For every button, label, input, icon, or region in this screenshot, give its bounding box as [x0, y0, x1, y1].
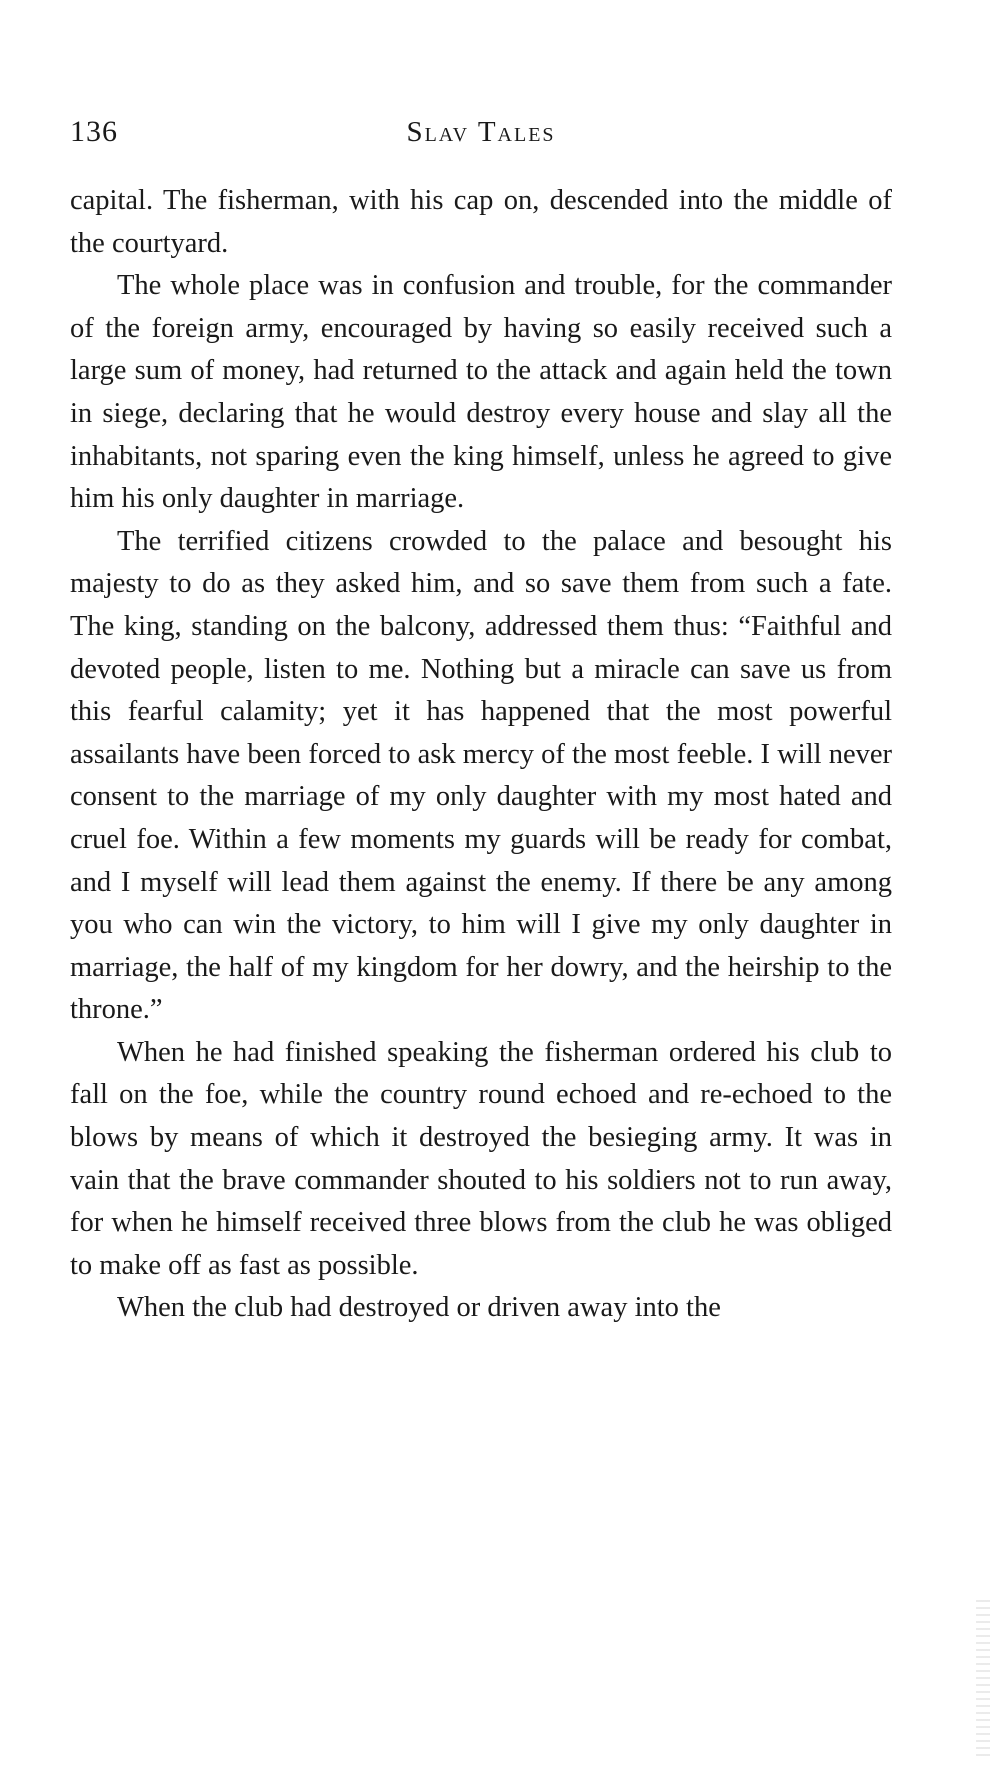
- page-number: 136: [70, 115, 118, 148]
- paragraph: When he had finished speaking the fisherman ordered his club to fall on the foe, while the country round echoed and re-echoed to the blows by means of which it destroyed the besieging army. It was in vain that the brave commander shouted to his soldiers not to run away, for when he himself received three blows from the club he was obliged to make off as fast as possible.: [70, 1036, 892, 1281]
- paragraph-final: When the club had destroyed or driven away into the: [117, 1292, 721, 1324]
- paragraph: The whole place was in confusion and trouble, for the commander of the foreign army, encouraged by having so easily received such a large sum of money, had returned to the attack and again held the town in siege, declaring that he would destroy every house and slay all the inhabitants, not sparing even the king himself, unless he agreed to give him his only daughter in marriage.: [70, 270, 892, 515]
- page-edge-shadow: [976, 1600, 990, 1760]
- body-text: [70, 180, 892, 1330]
- paragraph: The terrified citizens crowded to the palace and besought his majesty to do as they asked him, and so save them from such a fate. The king, standing on the balcony, addressed them thus: “Faithful and devoted people, listen to me. Nothing but a miracle can save us from this fearful calamity; yet it has happened that the most powerful assailants have been forced to ask mercy of the most feeble. I will never consent to the marriage of my only daughter with my most hated and cruel foe. Within a few moments my guards will be ready for combat, and I myself will lead them against the enemy. If there be any among you who can win the victory, to him will I give my only daughter in marriage, the half of my kingdom for her dowry, and the heirship to the throne.”: [70, 525, 892, 1026]
- page-header: [70, 110, 892, 154]
- running-title: Slav Tales: [406, 116, 556, 148]
- paragraph-continued: capital. The fisherman, with his cap on, descended into the middle of the courtyard.: [70, 185, 892, 259]
